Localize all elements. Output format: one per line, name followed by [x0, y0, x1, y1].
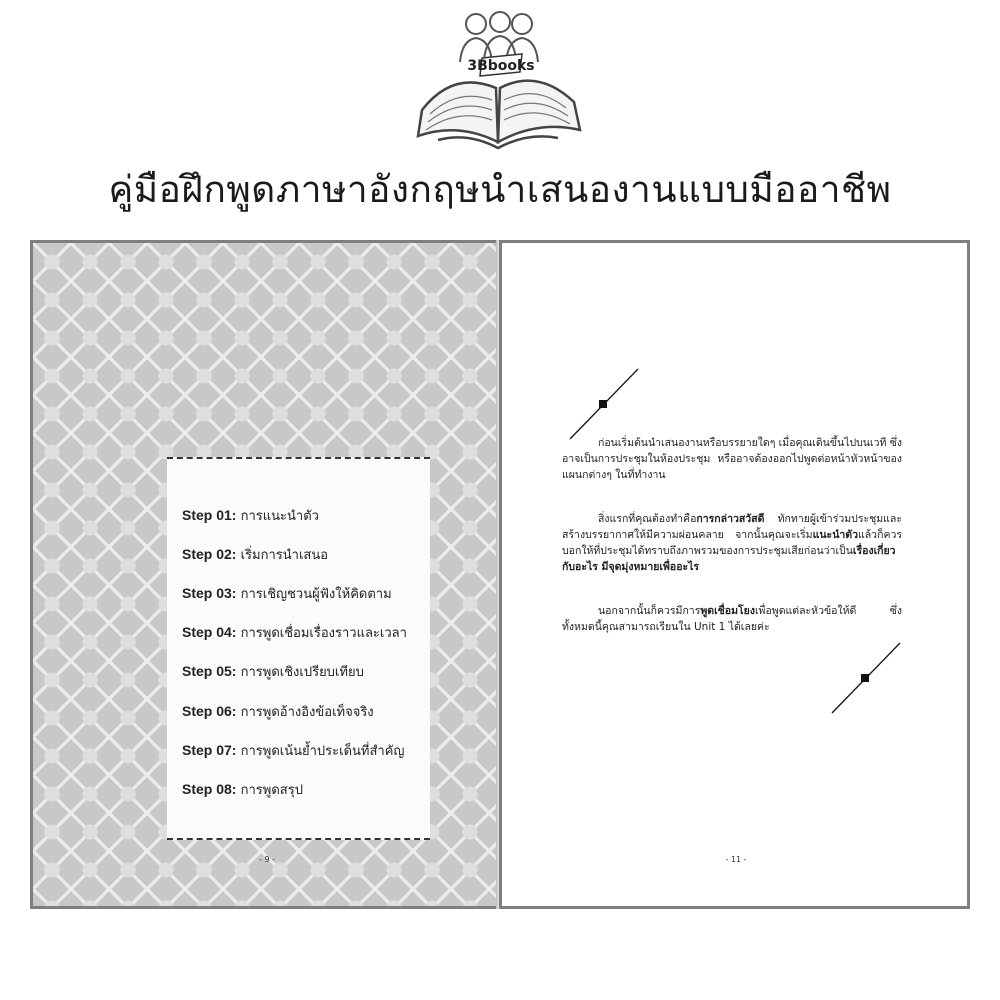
step-item [182, 583, 392, 604]
step-number: Step 06: [182, 703, 237, 719]
contents-box [167, 457, 430, 840]
step-item [182, 544, 328, 565]
step-number: Step 07: [182, 742, 237, 758]
step-item [182, 701, 374, 722]
page-number: - 11 - [725, 855, 747, 864]
step-label: การพูดเน้นย้ำประเด็นที่สำคัญ [240, 744, 405, 759]
page-number: - 9 - [259, 855, 275, 864]
paragraph-linking: นอกจากนั้นก็ควรมีการพูดเชื่อมโยงเพื่อพูดแต่ละหัวข้อให้ดี ซึ่งทั้งหมดนี้คุณสามารถเรียนใน Unit 1 ได้เลยค่ะ [562, 605, 902, 633]
slash-ornament-bottom [830, 641, 902, 715]
paragraph-greeting: สิ่งแรกที่คุณต้องทำคือการกล่าวสวัสดี ทักทายผู้เข้าร่วมประชุมและสร้างบรรยากาศให้มีความผ่อนคลาย จากนั้นคุณจะเริ่มแนะนำตัวแล้วก็ควรบอกให้ที่ประชุมได้ทราบถึงภาพรวมของการประชุมเสียก่อนว่าเป็นเรื่องเกี่ยวกับอะไร มีจุดมุ่งหมายเพื่ออะไร [562, 513, 902, 573]
step-number: Step 05: [182, 663, 237, 679]
paragraph-intro: ก่อนเริ่มต้นนำเสนองานหรือบรรยายใดๆ เมื่อคุณเดินขึ้นไปบนเวที ซึ่งอาจเป็นการประชุมในห้องประชุม หรืออาจต้องออกไปพูดต่อหน้าหัวหน้าของแผนกต่างๆ ในที่ทำงาน [562, 437, 902, 481]
logo-text: 3Bbooks [467, 58, 535, 74]
step-item [182, 622, 407, 643]
left-page [30, 240, 501, 909]
step-label: การพูดอ้างอิงข้อเท็จจริง [240, 705, 374, 720]
right-page [499, 240, 970, 909]
step-number: Step 04: [182, 624, 237, 640]
step-number: Step 02: [182, 546, 237, 562]
book-title: คู่มือฝึกพูดภาษาอังกฤษนำเสนองานแบบมืออาชีพ [108, 168, 892, 211]
publisher-logo [408, 10, 588, 158]
step-item [182, 661, 364, 682]
step-label: การพูดสรุป [240, 783, 303, 798]
step-item [182, 505, 319, 526]
slash-ornament-top [568, 367, 640, 441]
step-label: การพูดเชื่อมเรื่องราวและเวลา [240, 626, 407, 641]
step-label: การเชิญชวนผู้ฟังให้คิดตาม [240, 587, 392, 602]
step-number: Step 01: [182, 507, 237, 523]
step-number: Step 03: [182, 585, 237, 601]
step-number: Step 08: [182, 781, 237, 797]
step-item [182, 740, 404, 761]
step-label: การแนะนำตัว [240, 509, 319, 524]
step-label: เริ่มการนำเสนอ [240, 548, 329, 563]
step-label: การพูดเชิงเปรียบเทียบ [240, 665, 364, 680]
step-item [182, 779, 303, 800]
